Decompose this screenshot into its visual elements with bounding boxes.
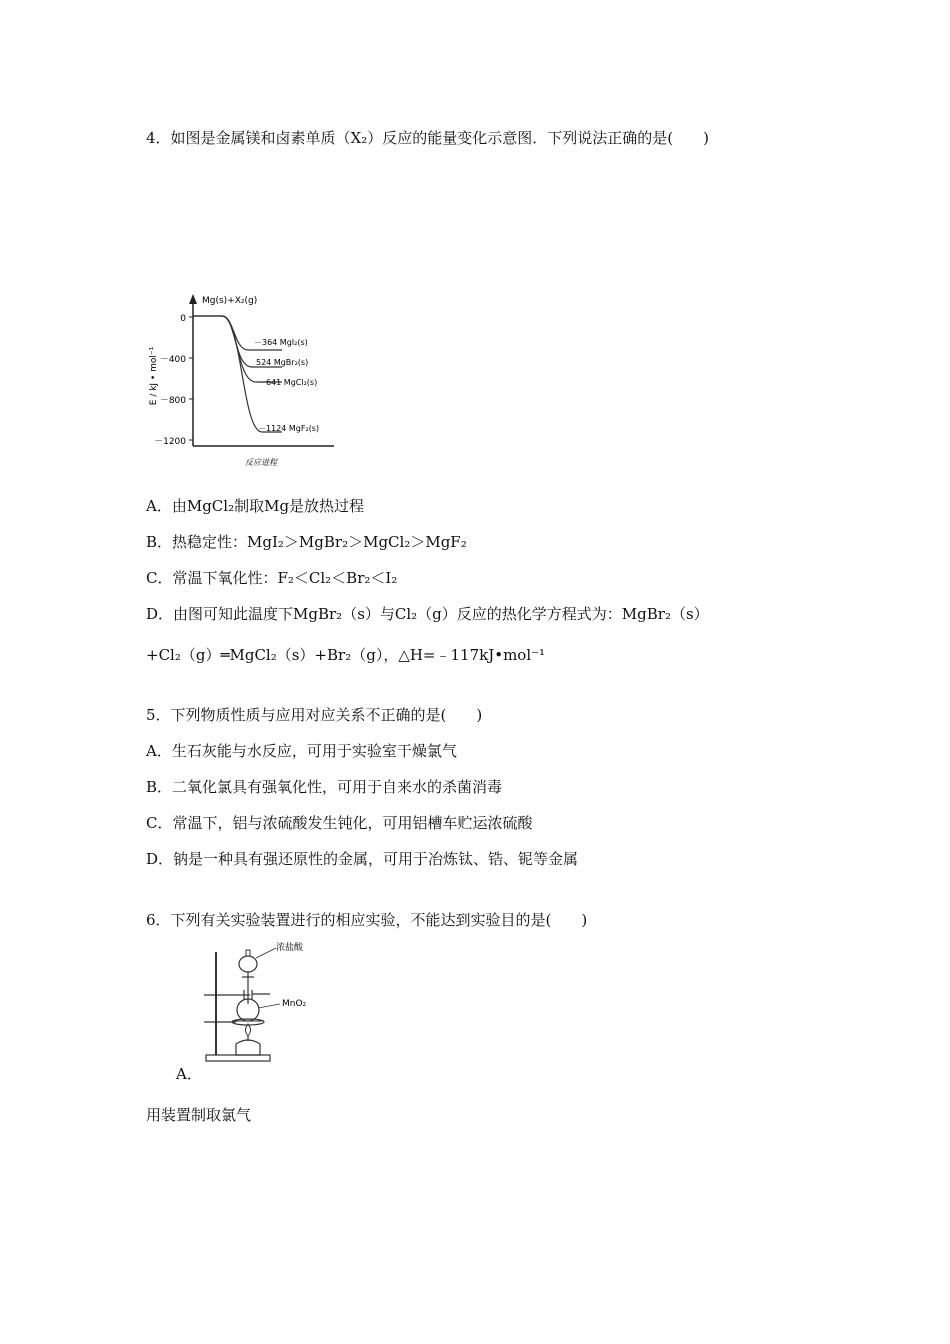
leader-reagent	[258, 1004, 280, 1008]
q5-option-d: D．钠是一种具有强还原性的金属，可用于冶炼钛、锆、铌等金属	[146, 850, 579, 868]
q6-stem: 6．下列有关实验装置进行的相应实验，不能达到实验目的是( )	[146, 911, 588, 929]
flame	[246, 1024, 251, 1036]
q6-option-a-text: 用装置制取氯气	[146, 1106, 252, 1124]
q5-option-c: C．常温下，铝与浓硫酸发生钝化，可用铝槽车贮运浓硫酸	[146, 814, 533, 832]
chlorine-apparatus-diagram	[196, 938, 326, 1064]
level-label-mgi2: －364 MgI₂(s)	[254, 338, 308, 347]
curve-mgf2	[222, 316, 282, 432]
funnel-stopper	[246, 950, 250, 956]
q4-option-c: C．常温下氧化性：F₂＜Cl₂＜Br₂＜I₂	[146, 569, 398, 587]
separatory-funnel	[239, 956, 257, 972]
q4-option-d-line1: D．由图可知此温度下MgBr₂（s）与Cl₂（g）反应的热化学方程式为：MgBr₂（s）	[146, 605, 709, 623]
y-tick-label-0: 0	[180, 314, 186, 324]
level-label-mgcl2: －641 MgCl₂(s)	[258, 378, 318, 387]
energy-level-diagram	[146, 288, 346, 470]
level-label-mgf2: －1124 MgF₂(s)	[258, 424, 320, 433]
leader-acid	[256, 948, 276, 958]
q5-stem: 5．下列物质性质与应用对应关系不正确的是( )	[146, 706, 483, 724]
y-tick-label-1200: －1200	[154, 437, 186, 447]
alcohol-lamp	[236, 1040, 260, 1055]
x-axis-label: 反应进程	[245, 458, 277, 467]
label-mno2: MnO₂	[282, 999, 307, 1009]
stand-base	[206, 1055, 270, 1061]
level-label-mgbr2: 524 MgBr₂(s)	[256, 358, 309, 367]
q4-option-d-line2: +Cl₂（g）═MgCl₂（s）+Br₂（g），△H=﹣117kJ•mol⁻¹	[146, 646, 546, 664]
y-tick-label-800: －800	[159, 396, 186, 406]
q4-option-b: B．热稳定性：MgI₂＞MgBr₂＞MgCl₂＞MgF₂	[146, 533, 467, 551]
label-concentrated-hcl: 浓盐酸	[276, 943, 304, 953]
reactants-label: Mg(s)+X₂(g)	[202, 296, 258, 306]
y-axis-label: E / kJ • mol⁻¹	[149, 346, 159, 406]
q4-stem: 4．如图是金属镁和卤素单质（X₂）反应的能量变化示意图．下列说法正确的是( )	[146, 129, 709, 147]
q5-option-b: B．二氧化氯具有强氧化性，可用于自来水的杀菌消毒	[146, 778, 503, 796]
y-tick-label-400: －400	[159, 355, 186, 365]
q6-option-a-letter: A．	[176, 1065, 202, 1083]
q4-option-a: A．由MgCl₂制取Mg是放热过程	[146, 497, 365, 515]
y-axis-arrow	[189, 294, 197, 304]
q5-option-a: A．生石灰能与水反应，可用于实验室干燥氯气	[146, 742, 457, 760]
